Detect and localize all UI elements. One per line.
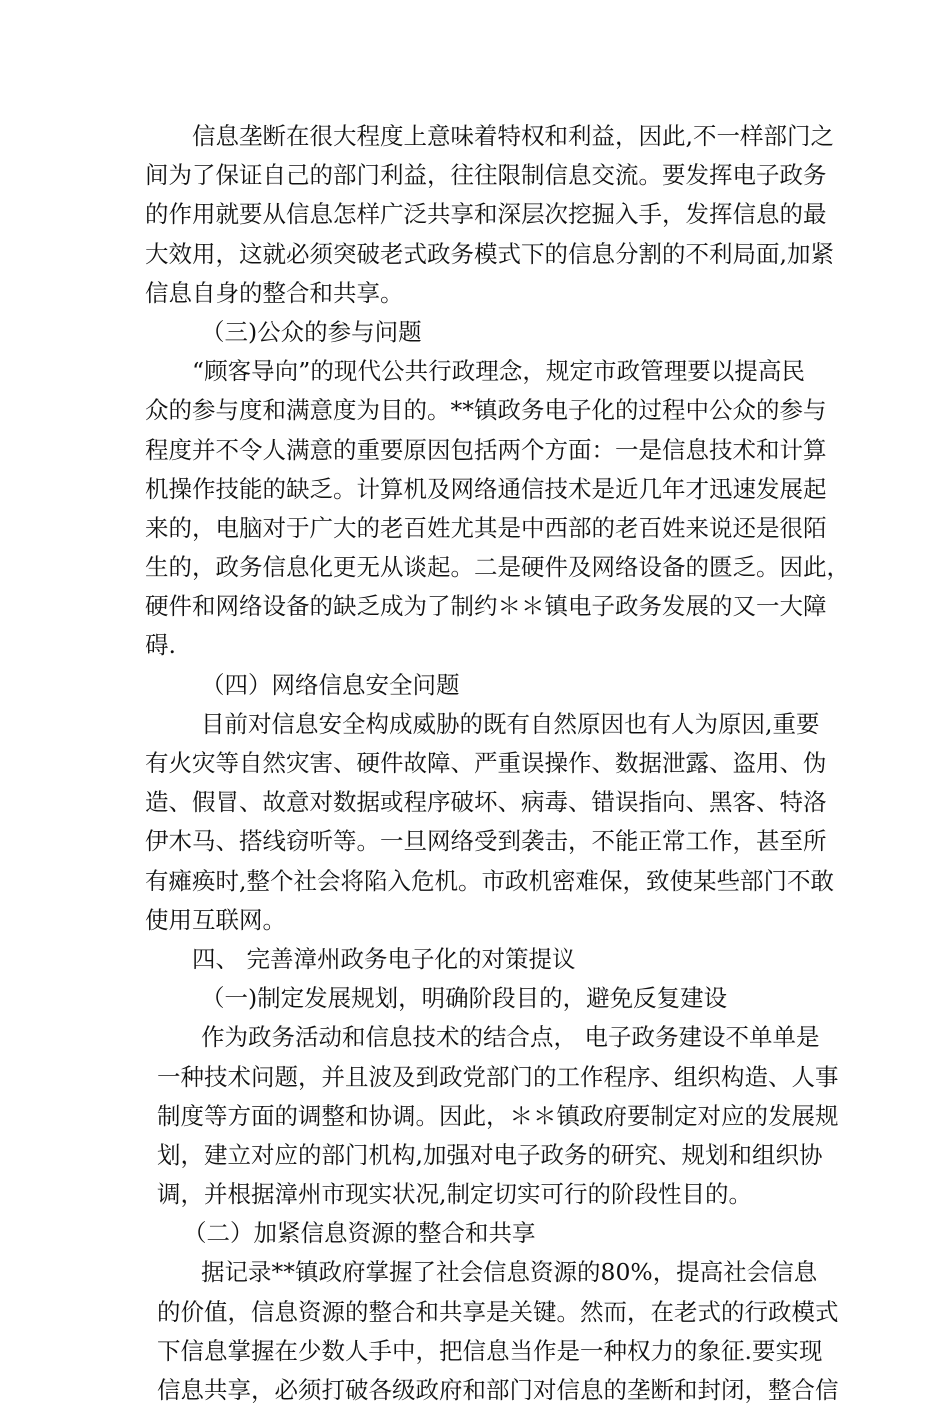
paragraph-line: 间为了保证自己的部门利益，往往限制信息交流。要发挥电子政务	[145, 161, 827, 190]
paragraph-line: 程度并不令人满意的重要原因包括两个方面：一是信息技术和计算	[145, 435, 827, 464]
chapter-heading: 四、 完善漳州政务电子化的对策提议	[192, 944, 576, 973]
section-heading: （三)公众的参与问题	[201, 317, 422, 346]
paragraph-line: 作为政务活动和信息技术的结合点， 电子政务建设不单单是	[201, 1023, 820, 1052]
paragraph-line: 众的参与度和满意度为目的。**镇政务电子化的过程中公众的参与	[145, 396, 827, 425]
paragraph-line: 一种技术问题，并且波及到政党部门的工作程序、组织构造、人事	[157, 1062, 839, 1091]
paragraph-line: 使用互联网。	[145, 905, 286, 934]
paragraph-line: 碍.	[145, 631, 176, 660]
paragraph-line: 调，并根据漳州市现实状况,制定切实可行的阶段性目的。	[157, 1180, 752, 1209]
section-heading: （一)制定发展规划，明确阶段目的，避免反复建设	[201, 984, 728, 1013]
paragraph-line: 制度等方面的调整和协调。因此，＊＊镇政府要制定对应的发展规	[157, 1101, 839, 1130]
section-heading: （二）加紧信息资源的整合和共享	[183, 1219, 536, 1248]
paragraph-line: 的价值，信息资源的整合和共享是关键。然而，在老式的行政模式	[157, 1297, 839, 1326]
paragraph-line: 有火灾等自然灾害、硬件故障、严重误操作、数据泄露、盗用、伪	[145, 749, 827, 777]
paragraph-line: 信息共享，必须打破各级政府和部门对信息的垄断和封闭，整合信	[157, 1376, 839, 1404]
section-heading: （四）网络信息安全问题	[201, 670, 460, 699]
paragraph-line: 信息自身的整合和共享。	[145, 278, 404, 307]
paragraph-line: “顾客导向”的现代公共行政理念，规定市政管理要以提高民	[192, 357, 805, 386]
paragraph-line: 大效用，这就必须突破老式政务模式下的信息分割的不利局面,加紧	[145, 239, 834, 268]
paragraph-line: 下信息掌握在少数人手中，把信息当作是一种权力的象征.要实现	[157, 1336, 823, 1365]
document-body	[145, 117, 850, 1410]
paragraph-line: 目前对信息安全构成威胁的既有自然原因也有人为原因,重要	[201, 709, 820, 738]
paragraph-line: 划，建立对应的部门机构,加强对电子政务的研究、规划和组织协	[157, 1140, 823, 1169]
paragraph-line: 机操作技能的缺乏。计算机及网络通信技术是近几年才迅速发展起	[145, 474, 827, 503]
paragraph-line: 据记录**镇政府掌握了社会信息资源的80%，提高社会信息	[201, 1258, 818, 1287]
paragraph-line: 有瘫痪时,整个社会将陷入危机。市政机密难保，致使某些部门不敢	[145, 866, 834, 895]
paragraph-line: 生的，政务信息化更无从谈起。二是硬件及网络设备的匮乏。因此，	[145, 553, 850, 582]
paragraph-line: 来的，电脑对于广大的老百姓尤其是中西部的老百姓来说还是很陌	[145, 513, 827, 542]
paragraph-line: 造、假冒、故意对数据或程序破坏、病毒、错误指向、黑客、特洛	[145, 788, 827, 817]
paragraph-line: 硬件和网络设备的缺乏成为了制约＊＊镇电子政务发展的又一大障	[145, 592, 827, 621]
paragraph-line: 伊木马、搭线窃听等。一旦网络受到袭击，不能正常工作，甚至所	[145, 827, 827, 856]
paragraph-line: 信息垄断在很大程度上意味着特权和利益，因此,不一样部门之	[192, 122, 834, 150]
paragraph-line: 的作用就要从信息怎样广泛共享和深层次挖掘入手，发挥信息的最	[145, 200, 827, 229]
